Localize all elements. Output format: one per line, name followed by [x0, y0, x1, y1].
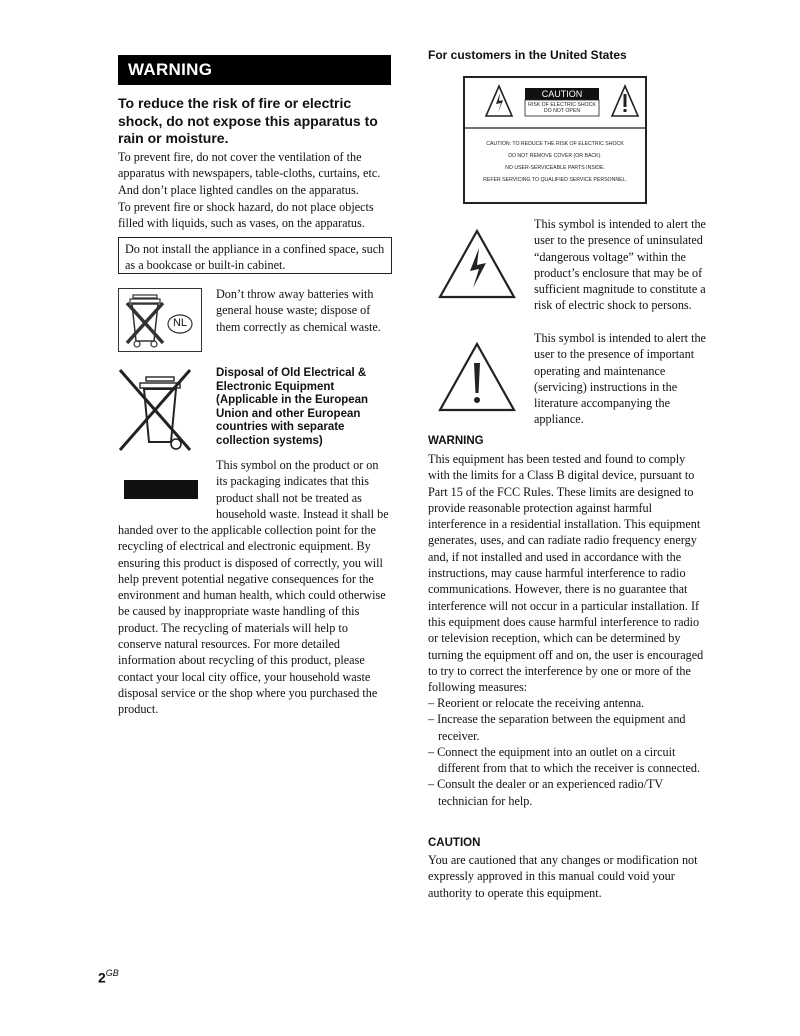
page-number-value: 2 [98, 969, 106, 986]
operating-instructions-text: This symbol is intended to alert the user to the presence of important operating and maintenance (servicing) instructions in the literature accompanying the appliance. [534, 331, 706, 427]
dangerous-voltage-text: This symbol is intended to alert the user to the presence of uninsulated “dangerous voltage” within the product’s enclosure that may be of sufficient magnitude to constitute a risk of electric shock to persons. [534, 217, 706, 313]
disposal-line: information about recycling of this product, please [118, 653, 365, 668]
us-customers-heading: For customers in the United States [428, 48, 627, 62]
battery-badge-label: NL [172, 317, 188, 329]
disposal-body-continued [118, 522, 400, 718]
caution-text: You are cautioned that any changes or modification not expressly approved in this manual could void your authority to operate this equipment. [428, 853, 698, 900]
disposal-line: handed over to the applicable collection point for the [118, 523, 376, 537]
caution-label-title: CAUTION [541, 89, 583, 99]
list-item: – Reorient or relocate the receiving antenna. [428, 696, 645, 710]
exclamation-triangle-icon [437, 341, 517, 413]
caution-label-line: REFER SERVICING TO QUALIFIED SERVICE PERSONNEL. [483, 177, 627, 183]
shock-prevention-paragraph: To prevent fire or shock hazard, do not place objects filled with liquids, such as vases, on the apparatus. [118, 200, 374, 231]
caution-label-line: DO NOT REMOVE COVER (OR BACK). [508, 153, 602, 159]
page-number [98, 968, 119, 987]
list-item: – Consult the dealer or an experienced radio/TV technician for help. [428, 777, 663, 808]
disposal-line: product. The recycling of materials will help to [118, 620, 348, 635]
weee-crossed-bin-icon [118, 368, 202, 500]
caution-label-sub1: RISK OF ELECTRIC SHOCK [528, 102, 596, 108]
page-number-suffix: GB [105, 968, 119, 978]
battery-disposal-icon [118, 288, 202, 352]
disposal-line: ensuring this product is disposed of correctly, you will [118, 555, 383, 570]
battery-disposal-text: Don’t throw away batteries with general house waste; dispose of them correctly as chemical waste. [216, 287, 381, 334]
disposal-line: contact your local city office, your household waste [118, 669, 371, 684]
list-item: – Increase the separation between the equipment and receiver. [428, 712, 686, 743]
fire-prevention-paragraph: To prevent fire, do not cover the ventilation of the apparatus with newspapers, table-cloths, curtains, etc. And don’t place lighted candles on the apparatus. [118, 150, 381, 197]
caution-label-panel [463, 76, 647, 204]
warning-banner: WARNING [118, 55, 391, 85]
disposal-line: environment and human health, which could otherwise [118, 588, 386, 603]
disposal-line: disposal service or the shop where you purchased the [118, 685, 378, 700]
disposal-line: This symbol on the product or on [216, 458, 379, 472]
disposal-line: its packaging indicates that this [216, 474, 369, 489]
main-warning-headline: To reduce the risk of fire or electric shock, do not expose this apparatus to rain or moisture. [118, 95, 378, 146]
disposal-line: conserve natural resources. For more detailed [118, 637, 340, 652]
disposal-heading: Disposal of Old Electrical & Electronic Equipment (Applicable in the European Union and other European countries with separate collection systems) [216, 367, 369, 447]
disposal-line: household waste. Instead it shall be [216, 506, 389, 521]
caution-label-line: CAUTION: TO REDUCE THE RISK OF ELECTRIC SHOCK [486, 141, 624, 147]
interference-measures-list [428, 695, 705, 809]
disposal-line: product shall not be treated as [216, 490, 362, 505]
caution-heading: CAUTION [428, 837, 481, 849]
disposal-body-intro [216, 457, 396, 522]
fcc-warning-heading: WARNING [428, 435, 484, 447]
installation-note-text: Do not install the appliance in a confined space, such as a bookcase or built-in cabinet. [125, 242, 385, 273]
disposal-line: product. [118, 702, 159, 717]
disposal-line: recycling of electrical and electronic equipment. By [118, 539, 371, 554]
lightning-bolt-triangle-icon [437, 228, 517, 300]
list-item: – Connect the equipment into an outlet on a circuit different from that to which the receiver is connected. [428, 744, 701, 776]
installation-note-box [118, 237, 392, 274]
caution-label-sub2: DO NOT OPEN [543, 108, 581, 114]
disposal-line: help prevent potential negative consequences for the [118, 571, 374, 586]
fcc-compliance-text: This equipment has been tested and found to comply with the limits for a Class B digital device, pursuant to Part 15 of the FCC Rules. These limits are designed to provide reasonable protection against harmful interference in a residential installation. This equipment generates, uses, and can radiate radio frequency energy and, if not installed and used in accordance with the instructions, may cause harmful interference to radio communications. However, there is no guarantee that interference will not occur in a particular installation. If this equipment does cause harmful interference to radio or television reception, which can be determined by turning the equipment off and on, the user is encouraged to try to correct the interference by one or more of the following measures: [428, 452, 704, 695]
disposal-line: be caused by inappropriate waste handling of this [118, 604, 360, 619]
caution-label-line: NO USER-SERVICEABLE PARTS INSIDE. [505, 165, 605, 171]
